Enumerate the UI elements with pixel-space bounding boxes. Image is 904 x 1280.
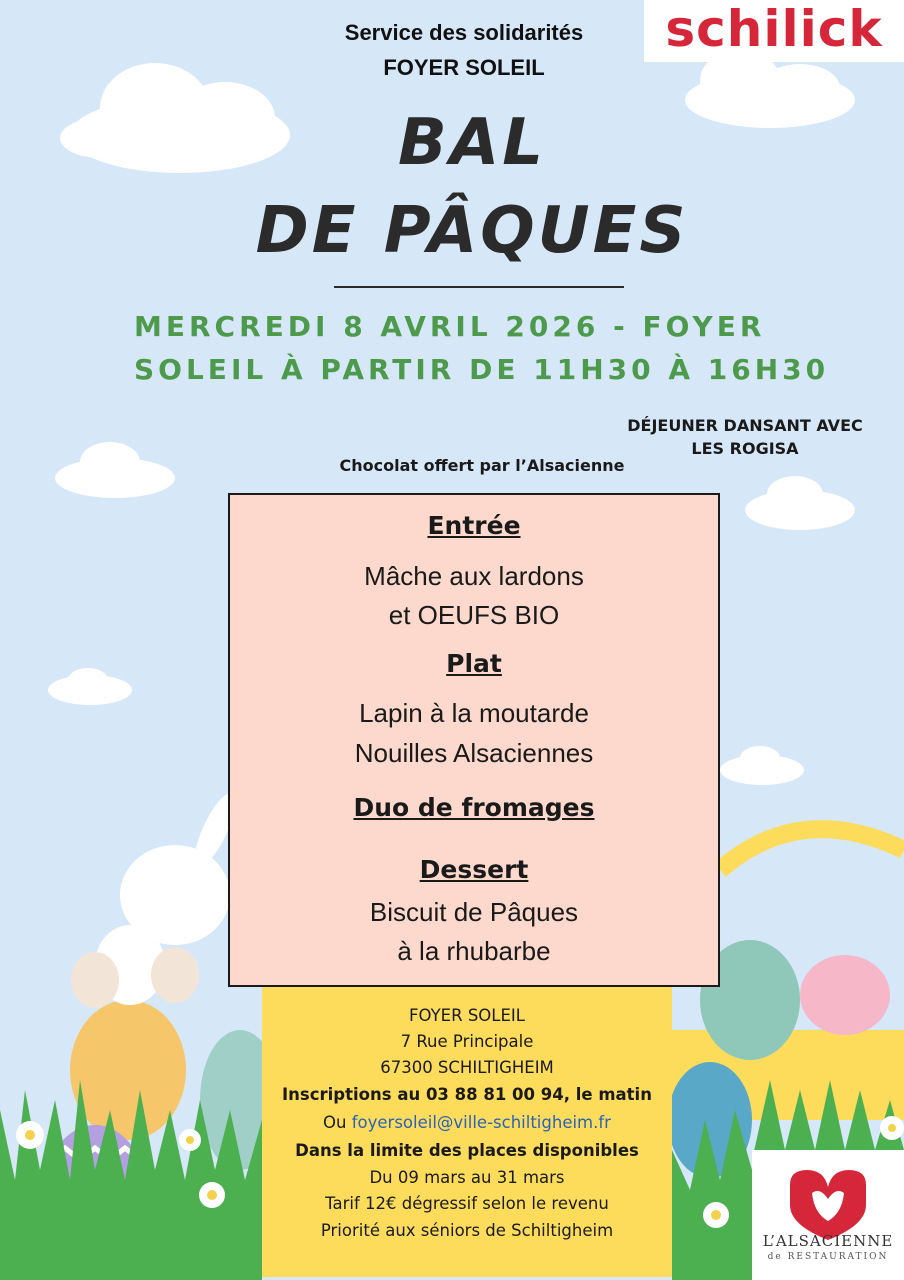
organizer-subtitle: FOYER SOLEIL (383, 55, 545, 80)
sponsor-name: L’ALSACIENNE (762, 1232, 894, 1250)
chocolate-info: Chocolat offert par l’Alsacienne (339, 456, 625, 475)
event-title-line2: DE PÂQUES (255, 194, 689, 268)
event-date-line1: MERCREDI 8 AVRIL 2026 - FOYER (134, 310, 766, 343)
event-title-line1: BAL (397, 106, 547, 180)
event-date-line2: SOLEIL À PARTIR DE 11H30 À 16H30 (134, 353, 830, 386)
priority-info: Priorité aux séniors de Schiltigheim (320, 1221, 614, 1240)
organizer-title: Service des solidarités (344, 20, 584, 45)
email-link[interactable]: foyersoleil@ville-schiltigheim.fr (351, 1113, 611, 1132)
logo-text: schilick (665, 0, 883, 58)
alsacienne-logo (752, 1150, 904, 1280)
entree-line2: et OEUFS BIO (388, 600, 560, 630)
email-line (262, 1113, 672, 1132)
price-info: Tarif 12€ dégressif selon le revenu (325, 1194, 609, 1213)
dessert-line1: Biscuit de Pâques (369, 897, 579, 927)
dance-info-line1: DÉJEUNER DANSANT AVEC (627, 416, 863, 435)
plat-line1: Lapin à la moutarde (359, 698, 589, 728)
fromage-heading: Duo de fromages (353, 793, 595, 822)
registration-period: Du 09 mars au 31 mars (369, 1168, 565, 1187)
plat-heading: Plat (446, 649, 502, 678)
menu-card (228, 493, 720, 987)
dessert-line2: à la rhubarbe (397, 936, 551, 966)
registration-phone: Inscriptions au 03 88 81 00 94, le matin (282, 1085, 652, 1104)
venue-name: FOYER SOLEIL (409, 1006, 525, 1025)
plat-line2: Nouilles Alsaciennes (354, 738, 594, 768)
schilick-logo (644, 0, 904, 62)
sponsor-subtitle: de RESTAURATION (767, 1252, 889, 1262)
bunny-icon (71, 789, 243, 1008)
dessert-heading: Dessert (419, 855, 529, 884)
basket-handle (720, 829, 904, 870)
capacity-limit: Dans la limite des places disponibles (295, 1141, 639, 1160)
title-divider (334, 286, 624, 288)
venue-city: 67300 SCHILTIGHEIM (380, 1058, 554, 1077)
entree-heading: Entrée (427, 511, 521, 540)
entree-line1: Mâche aux lardons (364, 561, 584, 591)
venue-street: 7 Rue Principale (400, 1032, 534, 1051)
info-card (262, 987, 672, 1277)
dance-info-line2: LES ROGISA (691, 439, 799, 458)
email-prefix: Ou (323, 1113, 352, 1132)
